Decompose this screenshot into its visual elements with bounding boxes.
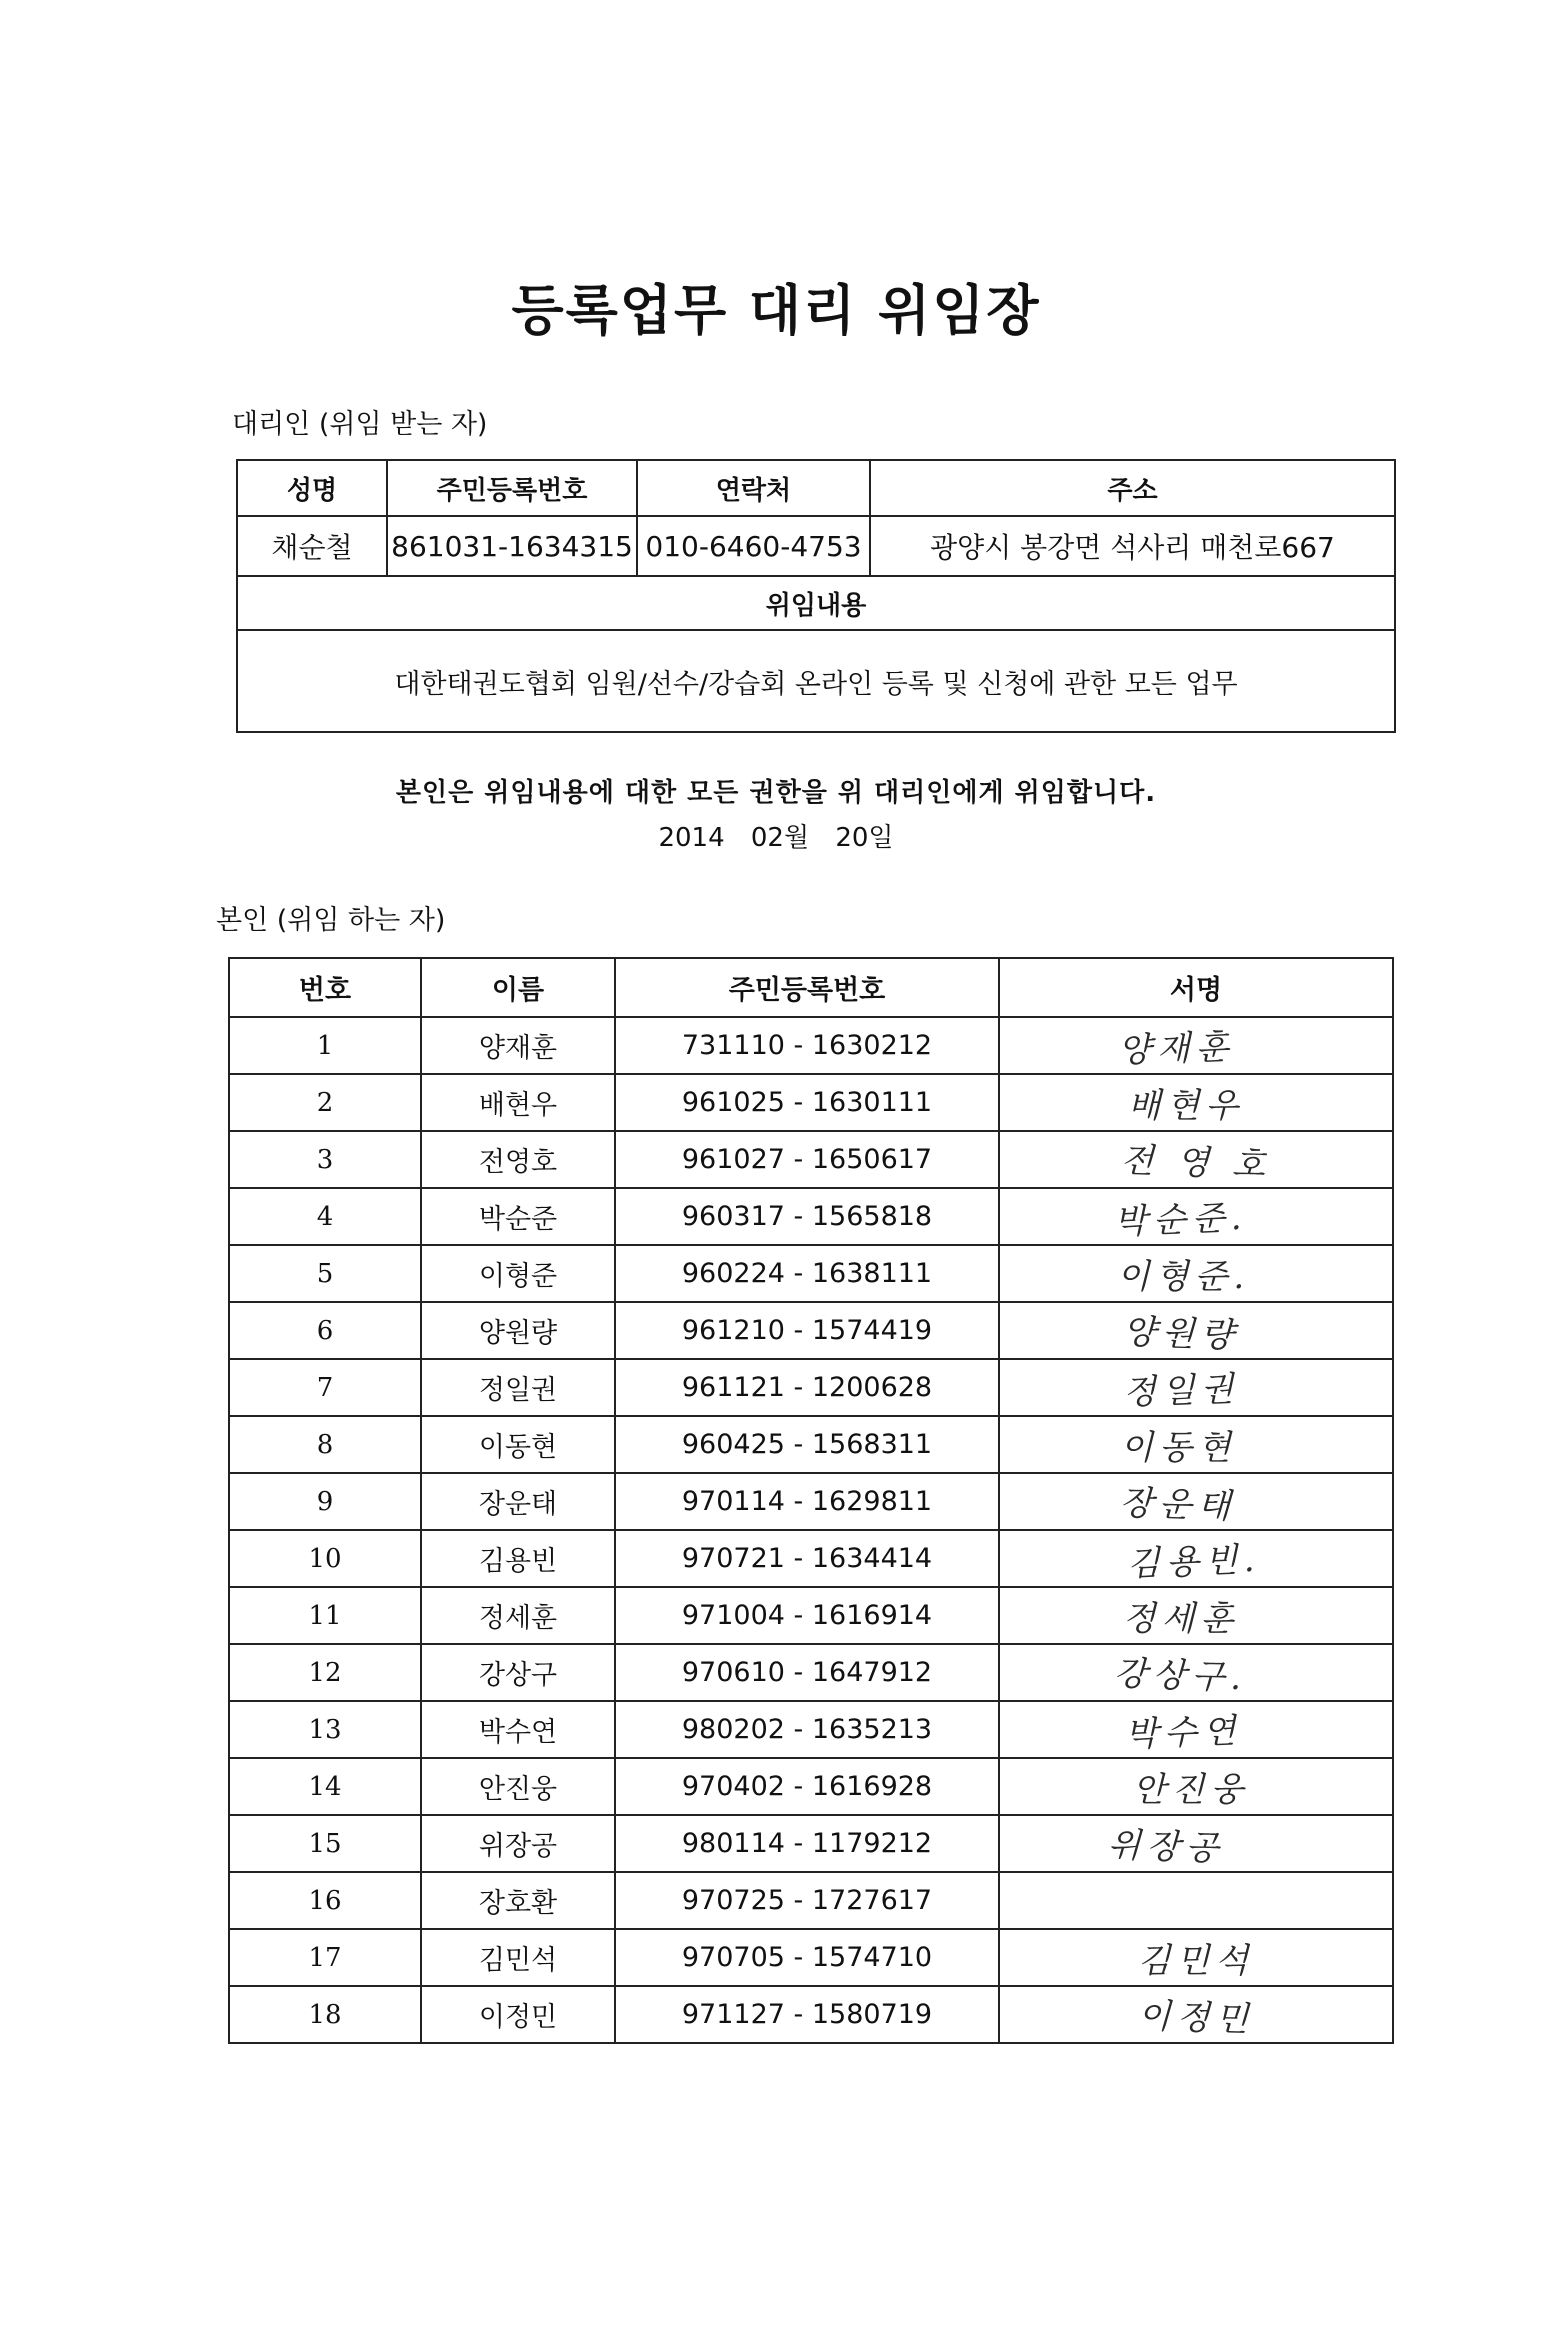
row-signature-cell	[999, 1473, 1393, 1530]
agent-section-label: 대리인 (위임 받는 자)	[232, 409, 488, 440]
row-name: 김용빈	[421, 1530, 615, 1587]
row-number: 11	[229, 1587, 421, 1644]
row-number: 1	[229, 1017, 421, 1074]
header-number: 번호	[229, 958, 421, 1017]
handwritten-signature: 양재훈	[1117, 1026, 1236, 1072]
delegation-content: 대한태권도협회 임원/선수/강습회 온라인 등록 및 신청에 관한 모든 업무	[237, 630, 1395, 732]
row-id-number: 980114 - 1179212	[615, 1815, 999, 1872]
row-number: 5	[229, 1245, 421, 1302]
row-number: 4	[229, 1188, 421, 1245]
handwritten-signature: 이형준.	[1116, 1257, 1251, 1297]
row-name: 양재훈	[421, 1017, 615, 1074]
header-address: 주소	[870, 460, 1395, 516]
row-signature-cell	[999, 1758, 1393, 1815]
header-person-id: 주민등록번호	[615, 958, 999, 1017]
row-name: 박순준	[421, 1188, 615, 1245]
handwritten-signature: 양원량	[1121, 1311, 1240, 1357]
table-row	[229, 1245, 1393, 1302]
row-name: 강상구	[421, 1644, 615, 1701]
delegation-statement: 본인은 위임내용에 대한 모든 권한을 위 대리인에게 위임합니다.	[395, 778, 1157, 808]
row-name: 안진웅	[421, 1758, 615, 1815]
row-signature-cell	[999, 1872, 1393, 1929]
row-signature-cell	[999, 1017, 1393, 1074]
table-row	[229, 1416, 1393, 1473]
delegation-header: 위임내용	[237, 576, 1395, 630]
row-id-number: 970725 - 1727617	[615, 1872, 999, 1929]
row-number: 2	[229, 1074, 421, 1131]
table-row	[229, 1644, 1393, 1701]
row-number: 16	[229, 1872, 421, 1929]
row-signature-cell	[999, 1530, 1393, 1587]
row-id-number: 970705 - 1574710	[615, 1929, 999, 1986]
row-id-number: 961121 - 1200628	[615, 1359, 999, 1416]
handwritten-signature: 배현우	[1127, 1086, 1245, 1126]
row-id-number: 960224 - 1638111	[615, 1245, 999, 1302]
row-signature-cell	[999, 1986, 1393, 2043]
delegation-header-row	[237, 576, 1395, 630]
principal-section-label: 본인 (위임 하는 자)	[216, 905, 446, 936]
table-row	[229, 1701, 1393, 1758]
agent-table	[236, 459, 1396, 733]
table-row	[229, 1530, 1393, 1587]
handwritten-signature: 위장공	[1106, 1824, 1225, 1870]
row-name: 정일권	[421, 1359, 615, 1416]
row-id-number: 980202 - 1635213	[615, 1701, 999, 1758]
handwritten-signature: 정일권	[1122, 1368, 1241, 1414]
handwritten-signature: 이동현	[1120, 1428, 1237, 1468]
row-number: 6	[229, 1302, 421, 1359]
table-row	[229, 1758, 1393, 1815]
table-row	[229, 1986, 1393, 2043]
row-id-number: 970610 - 1647912	[615, 1644, 999, 1701]
row-number: 9	[229, 1473, 421, 1530]
agent-address: 광양시 봉강면 석사리 매천로667	[870, 516, 1395, 576]
delegation-content-row	[237, 630, 1395, 732]
row-id-number: 970402 - 1616928	[615, 1758, 999, 1815]
row-id-number: 970721 - 1634414	[615, 1530, 999, 1587]
row-signature-cell	[999, 1644, 1393, 1701]
agent-header-row	[237, 460, 1395, 516]
row-id-number: 970114 - 1629811	[615, 1473, 999, 1530]
row-id-number: 971004 - 1616914	[615, 1587, 999, 1644]
table-row	[229, 1302, 1393, 1359]
table-row	[229, 1473, 1393, 1530]
row-number: 3	[229, 1131, 421, 1188]
table-row	[229, 1587, 1393, 1644]
row-number: 12	[229, 1644, 421, 1701]
agent-id-number: 861031-1634315	[387, 516, 637, 576]
document-date: 2014 02월 20일	[658, 823, 894, 853]
handwritten-signature: 정세훈	[1122, 1599, 1240, 1639]
principal-table	[228, 957, 1394, 2044]
row-signature-cell	[999, 1359, 1393, 1416]
row-number: 10	[229, 1530, 421, 1587]
row-number: 8	[229, 1416, 421, 1473]
row-name: 이동현	[421, 1416, 615, 1473]
header-id-number: 주민등록번호	[387, 460, 637, 516]
row-name: 양원량	[421, 1302, 615, 1359]
row-signature-cell	[999, 1245, 1393, 1302]
row-id-number: 960425 - 1568311	[615, 1416, 999, 1473]
table-row	[229, 1815, 1393, 1872]
table-row	[229, 1074, 1393, 1131]
handwritten-signature: 김민석	[1137, 1941, 1255, 1981]
header-signature: 서명	[999, 958, 1393, 1017]
row-name: 박수연	[421, 1701, 615, 1758]
row-number: 14	[229, 1758, 421, 1815]
row-number: 15	[229, 1815, 421, 1872]
header-name: 성명	[237, 460, 387, 516]
row-id-number: 960317 - 1565818	[615, 1188, 999, 1245]
row-number: 7	[229, 1359, 421, 1416]
row-name: 정세훈	[421, 1587, 615, 1644]
handwritten-signature: 박순준.	[1113, 1197, 1249, 1243]
header-person-name: 이름	[421, 958, 615, 1017]
handwritten-signature: 전 영 호	[1120, 1140, 1272, 1186]
header-contact: 연락처	[637, 460, 870, 516]
table-row	[229, 1359, 1393, 1416]
row-id-number: 961027 - 1650617	[615, 1131, 999, 1188]
row-id-number: 961210 - 1574419	[615, 1302, 999, 1359]
row-signature-cell	[999, 1188, 1393, 1245]
row-signature-cell	[999, 1302, 1393, 1359]
handwritten-signature: 장운태	[1119, 1482, 1238, 1528]
document-title: 등록업무 대리 위임장	[511, 279, 1041, 342]
row-name: 전영호	[421, 1131, 615, 1188]
row-signature-cell	[999, 1074, 1393, 1131]
row-id-number: 971127 - 1580719	[615, 1986, 999, 2043]
row-signature-cell	[999, 1701, 1393, 1758]
handwritten-signature: 강상구.	[1113, 1653, 1249, 1699]
row-id-number: 961025 - 1630111	[615, 1074, 999, 1131]
row-signature-cell	[999, 1929, 1393, 1986]
row-signature-cell	[999, 1416, 1393, 1473]
table-row	[229, 1929, 1393, 1986]
row-name: 배현우	[421, 1074, 615, 1131]
table-row	[229, 1872, 1393, 1929]
row-name: 장호환	[421, 1872, 615, 1929]
row-number: 17	[229, 1929, 421, 1986]
handwritten-signature: 김용빈.	[1126, 1539, 1261, 1585]
row-name: 이정민	[421, 1986, 615, 2043]
handwritten-signature: 안진웅	[1132, 1770, 1250, 1810]
agent-contact: 010-6460-4753	[637, 516, 870, 576]
agent-name: 채순철	[237, 516, 387, 576]
table-row	[229, 1017, 1393, 1074]
row-number: 13	[229, 1701, 421, 1758]
agent-row	[237, 516, 1395, 576]
handwritten-signature: 이정민	[1136, 1995, 1255, 2041]
table-row	[229, 1188, 1393, 1245]
row-signature-cell	[999, 1587, 1393, 1644]
row-name: 이형준	[421, 1245, 615, 1302]
principal-body	[229, 1017, 1393, 2043]
principal-header-row	[229, 958, 1393, 1017]
row-number: 18	[229, 1986, 421, 2043]
table-row	[229, 1131, 1393, 1188]
row-id-number: 731110 - 1630212	[615, 1017, 999, 1074]
handwritten-signature: 박수연	[1124, 1710, 1243, 1756]
row-name: 장운태	[421, 1473, 615, 1530]
row-signature-cell	[999, 1131, 1393, 1188]
row-name: 위장공	[421, 1815, 615, 1872]
row-signature-cell	[999, 1815, 1393, 1872]
row-name: 김민석	[421, 1929, 615, 1986]
